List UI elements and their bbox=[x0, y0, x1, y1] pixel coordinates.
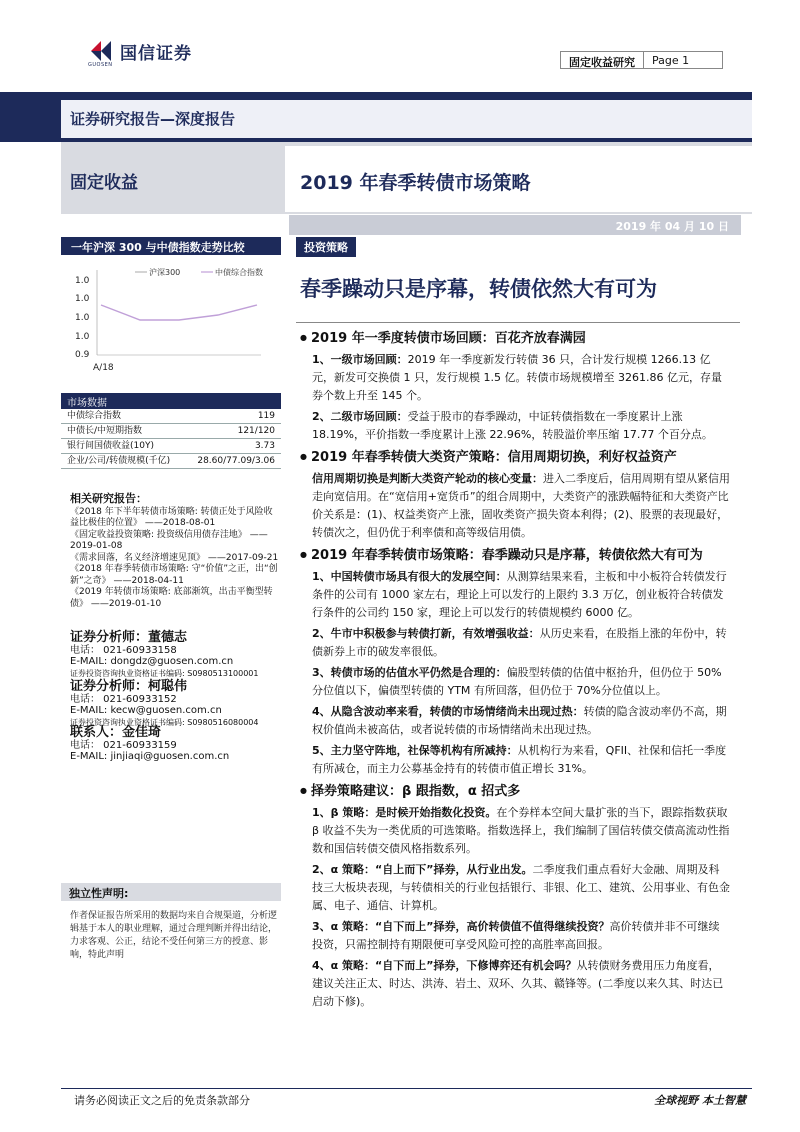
section-title: ● 2019 年春季转债市场策略：春季躁动只是序幕，转债依然大有可为 bbox=[300, 546, 730, 565]
y-tick: 1.0 bbox=[75, 294, 90, 304]
series-line-cb bbox=[101, 305, 257, 320]
paragraph bbox=[300, 957, 730, 1011]
section-title: ● 2019 年春季转债大类资产策略：信用周期切换，利好权益资产 bbox=[300, 448, 730, 467]
page-title: 2019 年春季转债市场策略 bbox=[300, 172, 531, 194]
paragraph bbox=[300, 625, 730, 661]
paragraph bbox=[300, 470, 730, 542]
y-tick: 1.0 bbox=[75, 276, 90, 286]
para-text: 2019 年一季度新发行转债 36 只，合计发行规模 1266.13 亿元，新发可交换债 1 只，发行规模 1.5 亿。转债市场规模增至 3261.86 亿元，存量券个数上升至 145 个。 bbox=[312, 353, 722, 402]
section-title: ● 2019 年一季度转债市场回顾：百花齐放春满园 bbox=[300, 329, 730, 348]
analyst-email[interactable]: E-MAIL: jinjiaqi@guosen.com.cn bbox=[70, 751, 230, 762]
para-lead: 3、转债市场的估值水平仍然是合理的： bbox=[312, 666, 507, 679]
para-lead: 1、一级市场回顾： bbox=[312, 353, 408, 366]
related-title: 相关研究报告： bbox=[70, 492, 147, 505]
analyst-card bbox=[70, 727, 280, 763]
report-type: 固定收益研究 bbox=[561, 52, 644, 68]
report-body bbox=[300, 325, 730, 1011]
legend-hs300: 沪深300 bbox=[149, 268, 181, 277]
para-text: 偏股型转债的估值中枢抬升，但仍位于 50%分位值以下，偏债型转债的 YTM 有所回落，但仍位于 70%分位值以上。 bbox=[312, 666, 722, 697]
footer-divider bbox=[61, 1088, 752, 1089]
chart-svg bbox=[61, 260, 281, 380]
row-value: 28.60/77.09/3.06 bbox=[197, 456, 275, 466]
y-tick: 1.0 bbox=[75, 313, 90, 323]
paragraph bbox=[300, 742, 730, 778]
paragraph bbox=[300, 703, 730, 739]
disclaimer-title: 独立性声明: bbox=[61, 883, 281, 901]
chart-title: 一年沪深 300 与中债指数走势比较 bbox=[61, 237, 281, 255]
market-data-title: 市场数据 bbox=[61, 393, 281, 409]
guosen-logo-icon bbox=[88, 38, 114, 64]
list-item[interactable]: 《2019 年转债市场策略: 底部渐筑，出击平衡型转债》 ——2019-01-10 bbox=[70, 587, 273, 609]
footer-disclaimer: 请务必阅读正文之后的免责条款部分 bbox=[74, 1094, 250, 1107]
logo-text: 国信证券 bbox=[120, 43, 192, 64]
para-text: 从转债财务费用压力角度看，建议关注正太、时达、洪涛、岩土、双环、久其、赣锋等。(二季度以来久其、时达已启动下修)。 bbox=[312, 959, 724, 1008]
paragraph bbox=[300, 861, 730, 915]
divider bbox=[296, 322, 740, 323]
strategy-tag: 投资策略 bbox=[296, 237, 356, 257]
row-label: 中债长/中短期指数 bbox=[67, 426, 143, 436]
para-lead: 3、α 策略：“自下而上”择券，高价转债值不值得继续投资？ bbox=[312, 920, 610, 933]
para-text: 进入二季度后，信用周期有望从紧信用走向宽信用。在“宽信用+宽货币”的组合周期中，大类资产的涨跌幅特征和大类资产比价关系是：(1)、权益类资产上涨，固收类资产损失资本利得；(2)、股票的表现最好，转债次之，但仍优于利率债和高等级信用债。 bbox=[312, 472, 730, 539]
report-date: 2019 年 04 月 10 日 bbox=[615, 220, 729, 233]
list-item[interactable]: 《需求回落，名义经济增速见顶》 ——2017-09-21 bbox=[70, 552, 279, 563]
row-value: 119 bbox=[257, 411, 275, 421]
analyst-name: 董德志 bbox=[148, 630, 188, 645]
analyst-role: 证券分析师： bbox=[70, 630, 149, 645]
analyst-card bbox=[70, 632, 280, 679]
legend-cb: 中债综合指数 bbox=[215, 268, 263, 277]
disclaimer-text: 作者保证报告所采用的数据均来自合规渠道，分析逻辑基于本人的职业理解，通过合理判断并得出结论，力求客观、公正，结论不受任何第三方的授意、影响，特此声明 bbox=[70, 911, 278, 960]
analyst-license: 证券投资咨询执业资格证书编码: S0980516080004 bbox=[70, 717, 259, 727]
paragraph bbox=[300, 804, 730, 858]
footer-slogan: 全球视野 本土智慧 bbox=[654, 1094, 746, 1107]
para-text: 在个券样本空间大量扩张的当下，跟踪指数获取 β 收益不失为一类优质的可选策略。指数选择上，我们编制了国信转债交债高流动性指数和国信转债交债风格指数系列。 bbox=[312, 806, 730, 855]
paragraph bbox=[300, 568, 730, 622]
y-tick: 1.0 bbox=[75, 332, 90, 342]
para-lead: 信用周期切换是判断大类资产轮动的核心变量： bbox=[312, 472, 543, 485]
para-lead: 4、从隐含波动率来看，转债的市场情绪尚未出现过热： bbox=[312, 705, 584, 718]
para-lead: 1、中国转债市场具有很大的发展空间： bbox=[312, 570, 507, 583]
para-lead: 4、α 策略：“自下而上”择券，下修博弈还有机会吗？ bbox=[312, 959, 577, 972]
market-data-table bbox=[61, 409, 281, 469]
analyst-phone: 电话： 021-60933158 bbox=[70, 644, 177, 656]
paragraph bbox=[300, 408, 730, 444]
row-value: 3.73 bbox=[254, 441, 275, 451]
para-text: 二季度我们重点看好大金融、周期及科技三大板块表现，与转债相关的行业包括银行、非银、化工、建筑、公用事业、有色金属、电子、通信、计算机。 bbox=[312, 863, 730, 912]
paragraph bbox=[300, 918, 730, 954]
header-tag bbox=[560, 51, 723, 69]
paragraph bbox=[300, 351, 730, 405]
table-row bbox=[61, 454, 281, 469]
section-title: ● 择券策略建议：β 跟指数，α 招式多 bbox=[300, 782, 730, 801]
row-label: 银行间国债收益(10Y) bbox=[67, 441, 154, 451]
row-value: 121/120 bbox=[237, 426, 275, 436]
analyst-card bbox=[70, 681, 280, 728]
table-row bbox=[61, 424, 281, 439]
para-lead: 5、主力坚守阵地，社保等机构有所减持： bbox=[312, 744, 518, 757]
list-item[interactable]: 《2018 年下半年转债市场策略: 转债正处于风险收益比极佳的位置》 ——2018-08-01 bbox=[70, 506, 273, 528]
list-item[interactable]: 《固定收益投资策略: 投资级信用债存洼地》 ——2019-01-08 bbox=[70, 529, 268, 551]
paragraph bbox=[300, 664, 730, 700]
analyst-license: 证券投资咨询执业资格证书编码: S0980513100001 bbox=[70, 668, 259, 678]
para-lead: 2、二级市场回顾： bbox=[312, 410, 408, 423]
analyst-role: 证券分析师： bbox=[70, 679, 149, 694]
analyst-role: 联系人： bbox=[70, 725, 123, 740]
para-lead: 2、α 策略：“自上而下”择券，从行业出发。 bbox=[312, 863, 533, 876]
para-text: 从测算结果来看，主板和中小板符合转债发行条件的公司有 1000 家左右，理论上可以发行的上限约 3.3 万亿，创业板符合转债发行条件的公司约 150 家，理论上可以发行的转债规模约 6000 亿。 bbox=[312, 570, 727, 619]
y-tick: 0.9 bbox=[75, 350, 90, 360]
logo-sub: GUOSEN bbox=[88, 62, 113, 68]
index-chart bbox=[61, 260, 281, 380]
analyst-phone: 电话： 021-60933152 bbox=[70, 693, 177, 705]
analyst-email[interactable]: E-MAIL: kecw@guosen.com.cn bbox=[70, 705, 222, 716]
para-lead: 2、牛市中积极参与转债打新，有效增强收益： bbox=[312, 627, 540, 640]
row-label: 中债综合指数 bbox=[67, 411, 122, 421]
para-text: 转债的隐含波动率仍不高，期权价值尚未被高估，或者说转债的市场情绪尚未出现过热。 bbox=[312, 705, 727, 736]
page-label: Page 1 bbox=[652, 54, 690, 67]
analyst-name: 柯聪伟 bbox=[148, 679, 188, 694]
list-item[interactable]: 《2018 年春季转债市场策略: 守“价值”之正，出“创新”之奇》 ——2018-04-11 bbox=[70, 564, 278, 586]
x-tick: A/18 bbox=[93, 363, 114, 373]
para-lead: 1、β 策略：是时候开始指数化投资。 bbox=[312, 806, 497, 819]
table-row bbox=[61, 409, 281, 424]
para-text: 高价转债并非不可继续投资，只需控制持有期限便可享受风险可控的高胜率高回报。 bbox=[312, 920, 720, 951]
para-text: 从历史来看，在股指上涨的年份中，转债新券上市的破发率很低。 bbox=[312, 627, 727, 658]
date-bar bbox=[289, 215, 741, 235]
analyst-phone: 电话： 021-60933159 bbox=[70, 739, 177, 751]
row-label: 企业/公司/转债规模(千亿) bbox=[67, 456, 171, 466]
para-text: 受益于股市的春季躁动，中证转债指数在一季度累计上涨 18.19%，平价指数一季度累计上涨 22.96%，转股溢价率压缩 17.77 个百分点。 bbox=[312, 410, 713, 441]
analyst-email[interactable]: E-MAIL: dongdz@guosen.com.cn bbox=[70, 656, 234, 667]
sector-label: 固定收益 bbox=[70, 173, 138, 193]
report-category: 证券研究报告—深度报告 bbox=[70, 110, 236, 128]
analyst-name: 金佳琦 bbox=[122, 725, 162, 740]
table-row bbox=[61, 439, 281, 454]
related-reports bbox=[70, 493, 280, 610]
headline: 春季躁动只是序幕，转债依然大有可为 bbox=[300, 277, 657, 301]
para-text: 从机构行为来看，QFII、社保和信托一季度有所减仓，而主力公募基金持有的转债市值正增长 31%。 bbox=[312, 744, 727, 775]
